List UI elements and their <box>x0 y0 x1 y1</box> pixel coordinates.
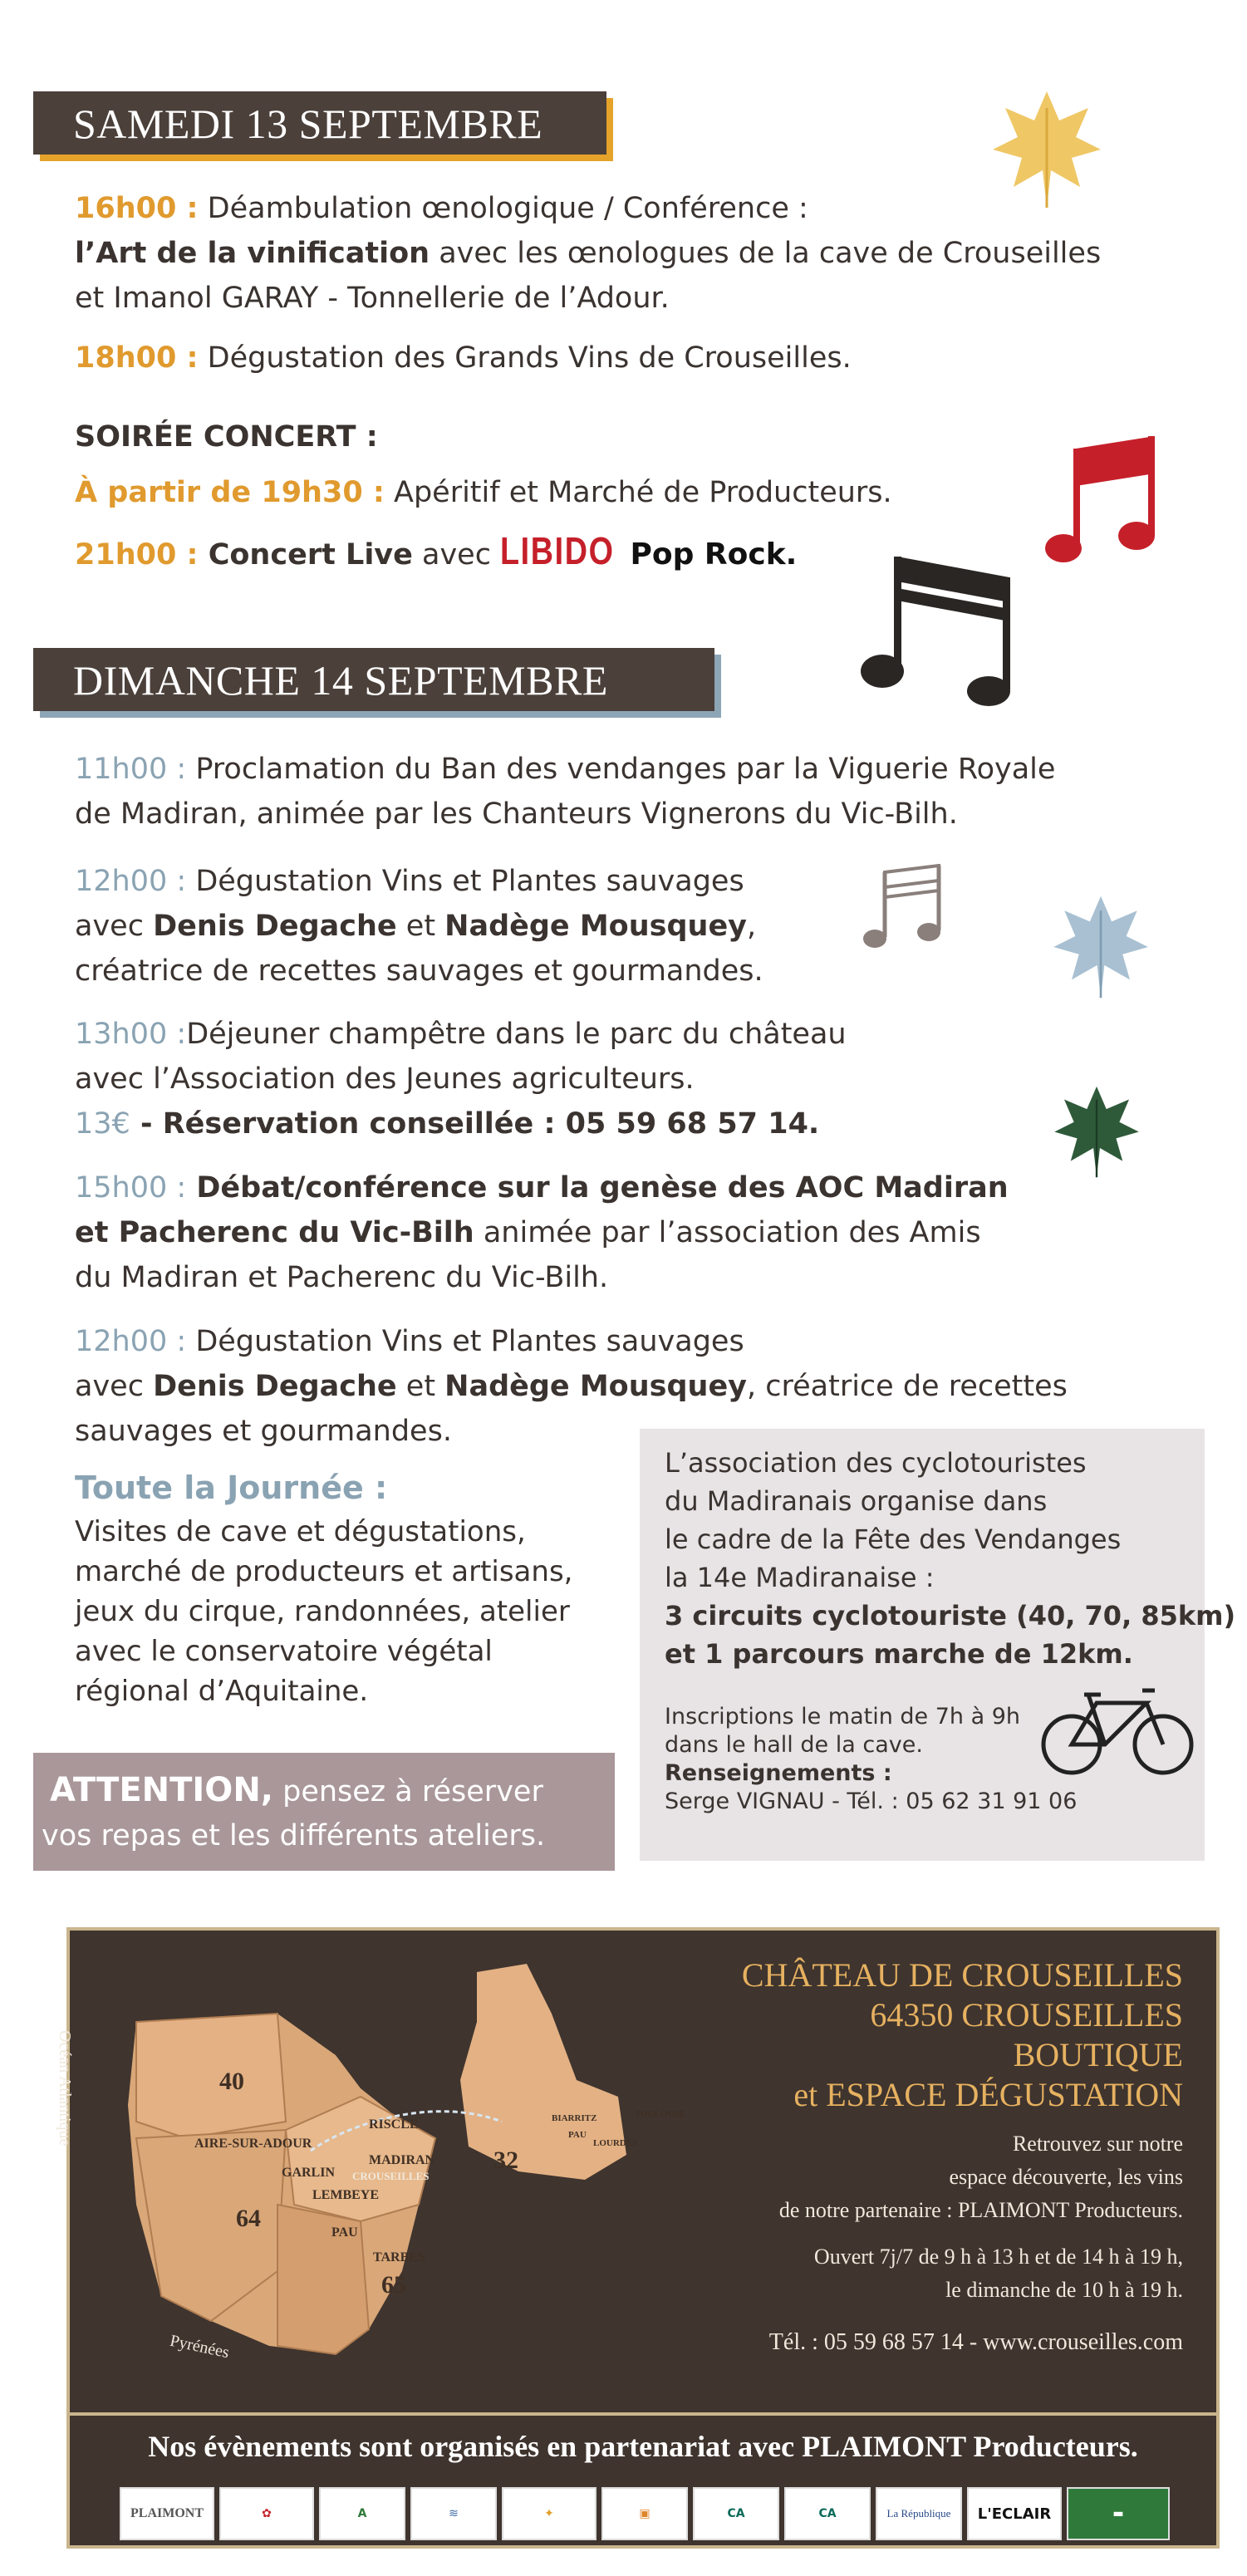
allday-line: marché de producteurs et artisans, <box>75 1555 573 1588</box>
partner-statement: Nos évènements sont organisés en partenariat avec PLAIMONT Producteurs. <box>148 2430 1138 2463</box>
sun-b3: créatrice de recettes sauvages et gourmandes. <box>75 954 763 988</box>
map-riscle: RISCLE <box>369 2117 419 2132</box>
allday-line: régional d’Aquitaine. <box>75 1675 369 1708</box>
shop-boutique: BOUTIQUE <box>1013 2036 1183 2073</box>
soiree-heading: SOIRÉE CONCERT : <box>75 420 378 454</box>
allday-line: avec le conservatoire végétal <box>75 1635 493 1668</box>
shop-panel <box>56 1927 1220 2549</box>
shop-address: 64350 CROUSEILLES <box>870 1996 1183 2034</box>
cyclo-contact: Serge VIGNAU - Tél. : 05 62 31 91 06 <box>665 1788 1078 1814</box>
sun-e1: 12h00 : Dégustation Vins et Plantes sauvages <box>75 1325 744 1358</box>
logo-credit-agricole-2: CA <box>784 2487 871 2540</box>
grey-music-note-icon <box>860 864 943 955</box>
cyclo-circuits: 3 circuits cyclotouriste (40, 70, 85km) <box>665 1600 1236 1631</box>
map-pau: PAU <box>331 2225 358 2240</box>
logo-credit-agricole-1: CA <box>693 2487 779 2540</box>
sat-line-6: À partir de 19h30 : Apéritif et Marché de Producteurs. <box>75 476 892 509</box>
map-biarritz: BIARRITZ <box>552 2113 597 2123</box>
sunday-banner <box>33 648 714 711</box>
cyclo-walk: et 1 parcours marche de 12km. <box>665 1638 1133 1670</box>
sat-line-7: 21h00 : Concert Live avec LIBIDO Pop Rock. <box>75 529 798 572</box>
shop-contact: Tél. : 05 59 68 57 14 - www.crouseilles.com <box>768 2329 1183 2355</box>
attention-line-2: vos repas et les différents ateliers. <box>42 1819 546 1852</box>
map-aire: AIRE-SUR-ADOUR <box>194 2137 312 2151</box>
saturday-banner <box>33 91 606 155</box>
sun-d3: du Madiran et Pacherenc du Vic-Bilh. <box>75 1261 609 1294</box>
map-dept-32: 32 <box>493 2147 518 2174</box>
map-toulouse: TOULOUSE <box>635 2109 685 2119</box>
map-dept-40: 40 <box>219 2068 244 2095</box>
shop-info-3: de notre partenaire : PLAIMONT Producteurs. <box>778 2198 1183 2222</box>
sun-b1: 12h00 : Dégustation Vins et Plantes sauvages <box>75 865 744 898</box>
leaf-blue-icon <box>1047 889 1155 1005</box>
map-dept-65: 65 <box>381 2271 406 2299</box>
map-garlin: GARLIN <box>282 2166 336 2180</box>
cyclo-line: le cadre de la Fête des Vendanges <box>665 1524 1122 1555</box>
logo-partner-2: ✿ <box>219 2487 314 2540</box>
cyclo-line: la 14e Madiranaise : <box>665 1562 935 1593</box>
cyclo-line: du Madiranais organise dans <box>665 1485 1048 1517</box>
leaf-green-icon <box>1051 1080 1142 1184</box>
map-madiran: MADIRAN <box>369 2153 435 2167</box>
allday-list <box>75 1512 572 1711</box>
map-tarbes: TARBES <box>373 2250 425 2264</box>
attention-box <box>33 1753 615 1871</box>
sat-line-3: et Imanol GARAY - Tonnellerie de l’Adour. <box>75 282 670 315</box>
logo-partner-3: A <box>319 2487 405 2540</box>
black-music-note-icon <box>856 548 1014 706</box>
allday-line: jeux du cirque, randonnées, atelier <box>75 1595 570 1628</box>
sun-c1: 13h00 :Déjeuner champêtre dans le parc du château <box>75 1018 847 1051</box>
shop-espace: et ESPACE DÉGUSTATION <box>793 2076 1183 2113</box>
shop-name: CHÂTEAU DE CROUSEILLES <box>741 1956 1183 1994</box>
sun-a2: de Madiran, animée par les Chanteurs Vignerons du Vic-Bilh. <box>75 797 958 831</box>
logo-partner-4: ≋ <box>410 2487 497 2540</box>
saturday-title: SAMEDI 13 SEPTEMBRE <box>73 101 543 147</box>
sun-d2: et Pacherenc du Vic-Bilh animée par l’association des Amis <box>75 1216 981 1249</box>
map-crouseilles: CROUSEILLES <box>352 2170 430 2182</box>
sun-a1: 11h00 : Proclamation du Ban des vendanges par la Viguerie Royale <box>75 753 1056 786</box>
red-music-note-icon <box>1038 432 1163 573</box>
sunday-title: DIMANCHE 14 SEPTEMBRE <box>73 657 608 704</box>
map-pyrenees: Pyrénées <box>168 2331 231 2363</box>
map-lembeye: LEMBEYE <box>312 2188 380 2202</box>
cyclo-info-box <box>640 1429 1236 1861</box>
map-ocean: Océan Atlantique <box>56 2030 74 2147</box>
attention-line-1: ATTENTION, pensez à réserver <box>50 1771 543 1809</box>
cyclo-inscriptions: Inscriptions le matin de 7h à 9h <box>665 1704 1021 1730</box>
cyclo-line: L’association des cyclotouristes <box>665 1447 1087 1479</box>
leaf-yellow-icon <box>989 83 1105 216</box>
logo-la-republique: La République <box>876 2487 962 2540</box>
shop-hours: Ouvert 7j/7 de 9 h à 13 h et de 14 h à 19 h, <box>813 2245 1183 2269</box>
sun-c3: 13€ - Réservation conseillée : 05 59 68 57 14. <box>75 1107 820 1141</box>
sat-line-2: l’Art de la vinification avec les œnologues de la cave de Crouseilles <box>75 237 1102 270</box>
sat-line-1: 16h00 : Déambulation œnologique / Conférence : <box>75 192 808 225</box>
logo-crouseilles: ▬ <box>1067 2487 1170 2540</box>
allday-title: Toute la Journée : <box>75 1470 388 1506</box>
sun-e3: sauvages et gourmandes. <box>75 1415 452 1448</box>
bicycle-icon <box>1038 1678 1196 1778</box>
shop-sunday-hours: le dimanche de 10 h à 19 h. <box>945 2278 1183 2302</box>
sun-b2: avec Denis Degache et Nadège Mousquey, <box>75 910 757 943</box>
logo-partner-5: ✦ <box>502 2487 596 2540</box>
shop-info-1: Retrouvez sur notre <box>1012 2132 1183 2156</box>
map-pau-small: PAU <box>568 2130 587 2140</box>
sun-d1: 15h00 : Débat/conférence sur la genèse des AOC Madiran <box>75 1171 1009 1205</box>
cyclo-hall: dans le hall de la cave. <box>665 1732 923 1758</box>
sun-e2: avec Denis Degache et Nadège Mousquey, créatrice de recettes <box>75 1370 1068 1403</box>
logo-partner-6: ▣ <box>601 2487 688 2540</box>
cyclo-renseignements: Renseignements : <box>665 1760 892 1786</box>
sun-c2: avec l’Association des Jeunes agriculteurs. <box>75 1062 695 1096</box>
sat-line-4: 18h00 : Dégustation des Grands Vins de Crouseilles. <box>75 341 852 375</box>
map-lourdes: LOURDES <box>593 2138 638 2148</box>
logo-plaimont: PLAIMONT <box>120 2487 214 2540</box>
logo-leclair: L'ECLAIR <box>967 2487 1062 2540</box>
allday-line: Visites de cave et dégustations, <box>75 1515 526 1548</box>
shop-info-2: espace découverte, les vins <box>949 2165 1183 2189</box>
map-dept-64: 64 <box>236 2205 261 2232</box>
band-logo: LIBIDO <box>500 529 615 572</box>
